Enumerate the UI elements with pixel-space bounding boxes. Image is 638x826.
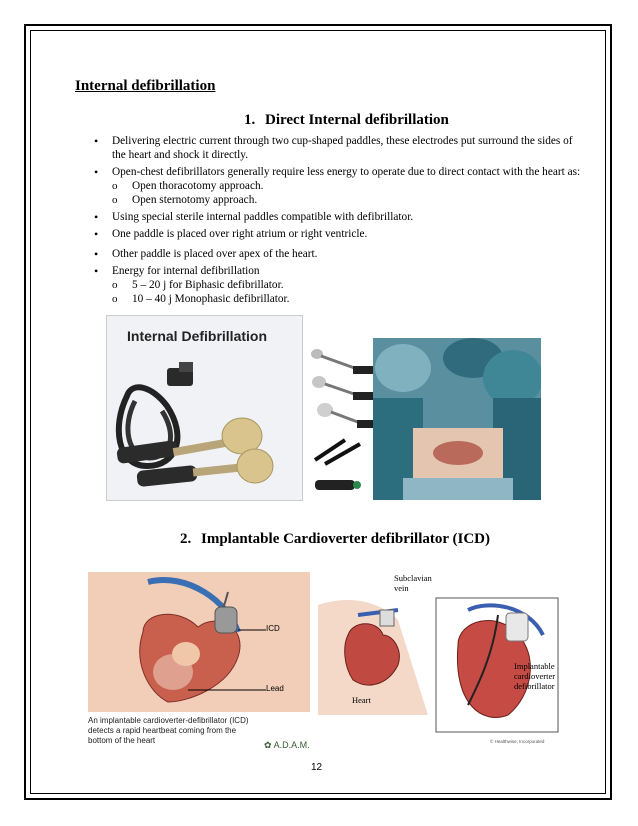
label-icd: ICD	[266, 624, 280, 633]
list-item: o 10 – 40 j Monophasic defibrillator.	[92, 292, 582, 306]
adam-logo: ✿ A.D.A.M.	[264, 740, 310, 750]
list-item: • Delivering electric current through two cup-shaped paddles, these electrodes put surround the sides of the heart and shock it directly.	[92, 134, 582, 162]
heading-number: 2.	[180, 531, 192, 547]
surgery-photo	[373, 338, 541, 500]
list-item: • Using special sterile internal paddles compatible with defibrillator.	[92, 210, 582, 224]
paddles-illustration	[107, 316, 302, 500]
heading-text: Direct Internal defibrillation	[265, 112, 449, 128]
list-item: o Open sternotomy approach.	[92, 193, 582, 207]
healthwise-icd-diagram	[318, 565, 563, 747]
list-item: • Other paddle is placed over apex of the heart.	[92, 247, 582, 261]
heading-direct-internal	[244, 112, 449, 129]
heading-number: 1.	[244, 112, 256, 128]
label-heart: Heart	[352, 695, 371, 705]
label-subclavian: Subclavian vein	[394, 573, 432, 593]
heading-icd	[180, 531, 490, 548]
section-title: Internal defibrillation	[75, 78, 216, 94]
list-item: • Energy for internal defibrillation	[92, 264, 582, 278]
page-number: 12	[311, 762, 323, 773]
label-device: Implantable cardioverter defibrillator	[514, 661, 556, 691]
paddle-set-illustration	[305, 340, 375, 500]
bullet-list	[92, 134, 582, 306]
image-credit: © Healthwise, Incorporated	[490, 739, 545, 744]
paddle-set-photo	[305, 340, 375, 500]
caption-line: bottom of the heart	[88, 736, 156, 745]
label-lead: Lead	[266, 684, 284, 693]
icd-diagram-illustration	[318, 565, 563, 747]
adam-icd-illustration	[88, 572, 310, 752]
list-item: o 5 – 20 j for Biphasic defibrillator.	[92, 278, 582, 292]
caption-line: An implantable cardioverter-defibrillator (ICD)	[88, 716, 249, 725]
list-item: o Open thoracotomy approach.	[92, 179, 582, 193]
internal-paddles-photo	[106, 315, 303, 501]
adam-leaf-icon: ✿	[264, 740, 272, 750]
list-item: • Open-chest defibrillators generally require less energy to operate due to direct contact with the heart as:	[92, 165, 582, 179]
adam-caption	[88, 716, 249, 746]
photo-caption: Internal Defibrillation	[127, 328, 268, 344]
list-item: • One paddle is placed over right atrium or right ventricle.	[92, 227, 582, 241]
caption-line: detects a rapid heartbeat coming from the	[88, 726, 237, 735]
heading-text: Implantable Cardioverter defibrillator (ICD)	[201, 531, 490, 547]
surgery-illustration	[373, 338, 541, 500]
